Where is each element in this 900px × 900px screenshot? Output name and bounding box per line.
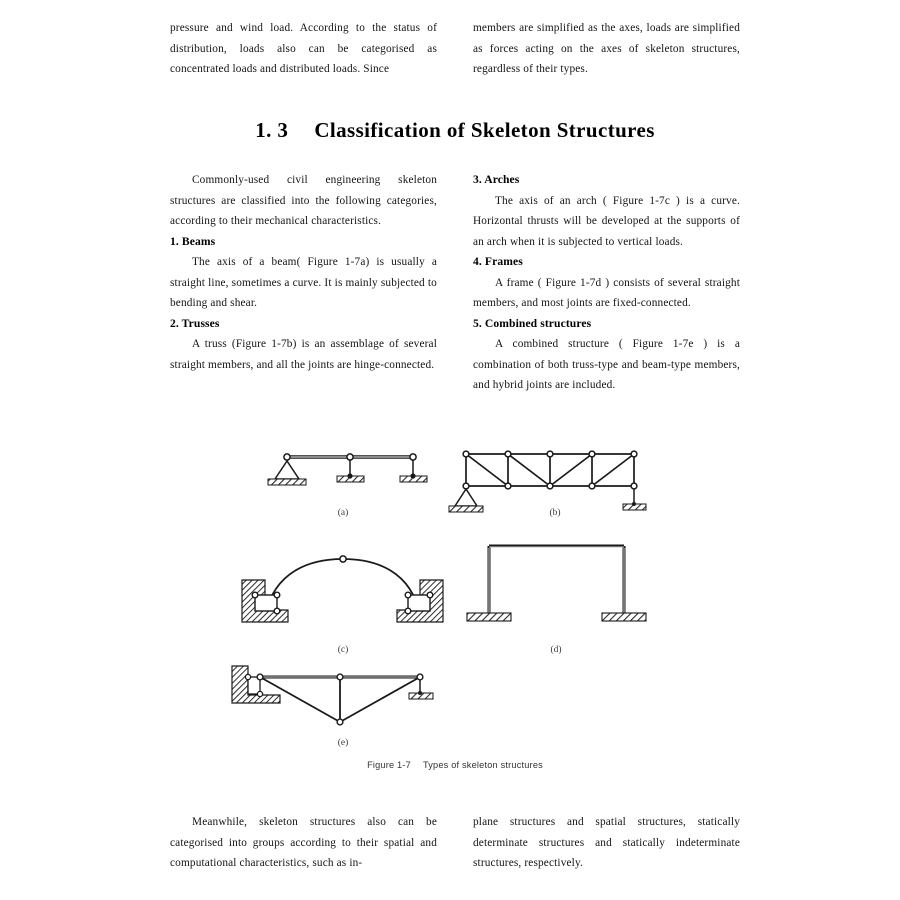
paragraph-combined-structures: A combined structure ( Figure 1-7e ) is a combination of both truss-type and beam-type members, and hybrid joints are included.	[473, 338, 740, 391]
fixed-support-left	[467, 613, 511, 621]
heading-beams: 1. Beams	[170, 234, 216, 248]
top-paragraph-right-column	[473, 18, 740, 80]
paragraph-frames: A frame ( Figure 1-7d ) consists of several straight members, and most joints are fixed-connected.	[473, 276, 740, 309]
subfigure-arch	[242, 556, 443, 622]
heading-frames: 4. Frames	[473, 255, 523, 268]
main-body-block	[170, 170, 740, 396]
section-number: 1. 3	[255, 118, 289, 142]
section-title: Classification of Skeleton Structures	[314, 118, 655, 142]
joint-pin	[284, 454, 290, 460]
main-right-column	[473, 170, 740, 396]
figure-1-7	[170, 430, 740, 790]
subfigure-frame	[467, 546, 646, 621]
left-intro-paragraph: Commonly-used civil engineering skeleton structures are classified into the following categories, according to their mechanical characteristics.	[170, 174, 437, 227]
subfigure-truss	[466, 454, 634, 486]
bottom-paragraph-block	[170, 812, 740, 874]
joint-roller-right	[410, 454, 416, 460]
joint-roller-mid	[347, 454, 353, 460]
figure-caption-text: Types of skeleton structures	[422, 760, 543, 770]
top-paragraph-block	[170, 18, 740, 80]
subfigure-label-b: (b)	[549, 508, 561, 518]
figure-caption-number: Figure 1-7	[367, 760, 411, 770]
bottom-paragraph-right-column	[473, 812, 740, 874]
heading-combined-structures: 5. Combined structures	[473, 316, 592, 330]
subfigure-beam	[268, 454, 427, 485]
truss-supports	[449, 489, 646, 512]
heading-trusses: 2. Trusses	[170, 316, 220, 330]
paragraph-trusses: A truss (Figure 1-7b) is an assemblage of several straight members, and all the joints are hinge-connected.	[170, 338, 437, 371]
section-heading	[170, 118, 740, 143]
bottom-paragraph-left-text: Meanwhile, skeleton structures also can be categorised into groups according to their spatial and computational characteristics, such as in-	[170, 816, 437, 869]
joint-crown-hinge	[340, 556, 346, 562]
subfigure-label-a: (a)	[337, 508, 349, 518]
subfigure-label-d: (d)	[550, 645, 562, 655]
subfigure-label-c: (c)	[337, 645, 349, 655]
main-left-column	[170, 170, 437, 396]
bottom-paragraph-left-column	[170, 812, 437, 874]
fixed-support-right	[602, 613, 646, 621]
paragraph-arches: The axis of an arch ( Figure 1-7c ) is a curve. Horizontal thrusts will be developed at the supports of an arch when it is subjected to vertical loads.	[473, 194, 740, 248]
top-paragraph-right-text: members are simplified as the axes, loads are simplified as forces acting on the axes of skeleton structures, regardless of their types.	[473, 22, 740, 75]
figure-caption	[170, 760, 740, 770]
paragraph-beams: The axis of a beam( Figure 1-7a) is usually a straight line, sometimes a curve. It is mainly subjected to bending and shear.	[170, 256, 437, 309]
subfigure-combined	[232, 666, 433, 725]
heading-arches: 3. Arches	[473, 173, 520, 186]
top-paragraph-left-column	[170, 18, 437, 80]
subfigure-label-e: (e)	[337, 738, 349, 748]
top-paragraph-left-text: pressure and wind load. According to the status of distribution, loads also can be categorised as concentrated loads and distributed loads. Since	[170, 22, 437, 75]
bottom-paragraph-right-text: plane structures and spatial structures, statically determinate structures and statically indeterminate structures, respectively.	[473, 816, 740, 869]
figure-1-7-drawing	[170, 430, 740, 760]
